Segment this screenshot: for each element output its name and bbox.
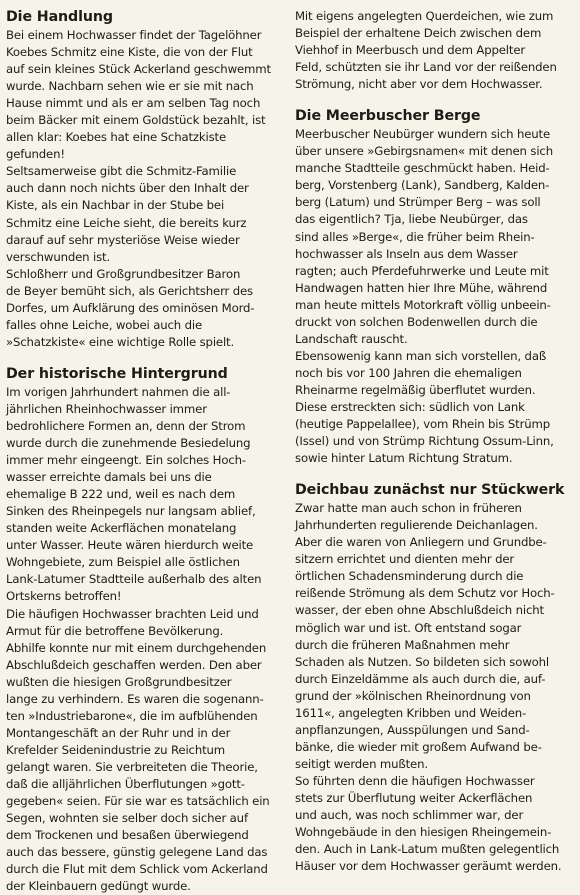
text-line: Mit eigens angelegten Querdeichen, wie zum xyxy=(295,9,554,23)
text-line: Abhilfe konnte nur mit einem durchgehenden xyxy=(6,640,267,655)
text-line: bedrohlichere Formen an, denn der Strom xyxy=(6,418,246,433)
text-line: »Schatzkiste« eine wichtige Rolle spielt. xyxy=(6,334,235,349)
section-continued xyxy=(295,8,570,93)
paragraph xyxy=(6,27,281,163)
text-line: ragten; auch Pferdefuhrwerke und Leute mit xyxy=(295,263,549,278)
paragraph xyxy=(6,266,281,351)
text-line: Aber die waren von Anliegern und Grundbe- xyxy=(295,535,547,550)
paragraph xyxy=(6,606,281,640)
text-line: Dorfes, um Aufklärung des ominösen Mord- xyxy=(6,300,255,315)
text-line: (heutige Pappelallee), vom Rhein bis Strümp xyxy=(295,417,551,432)
text-line: Rheinarme regelmäßig überflutet wurden. xyxy=(295,382,536,397)
text-line: anpflanzungen, Ausspülungen und Sand- xyxy=(295,722,530,737)
text-line: lange zu verhindern. Es waren die sogenann- xyxy=(6,691,264,706)
text-line: dem Trockenen und besaßen überwiegend xyxy=(6,828,249,843)
text-line: wurde durch die zunehmende Besiedelung xyxy=(6,436,251,451)
section-heading: Der historische Hintergrund xyxy=(6,365,228,382)
text-line: Montangeschäft an der Ruhr und in der xyxy=(6,725,231,740)
text-line: allen klar: Koebes hat eine Schatzkiste xyxy=(6,130,227,145)
text-line: sowie hinter Latum Richtung Stratum. xyxy=(295,451,513,466)
text-line: Zwar hatte man auch schon in früheren xyxy=(295,501,522,516)
text-line: daß die alljährlichen Überflutungen »gott- xyxy=(6,776,245,791)
text-line: gelangt waren. Sie verbreiteten die Theorie, xyxy=(6,759,258,774)
text-line: unter Wasser. Heute wären hierdurch weite xyxy=(6,538,254,553)
text-line: standen weite Ackerflächen monatelang xyxy=(6,521,237,536)
text-line: Wohngebiete, zum Beispiel alle östlichen xyxy=(6,555,240,570)
text-line: falles ohne Leiche, wobei auch die xyxy=(6,317,202,332)
text-line: Hause nimmt und als er am selben Tag noch xyxy=(6,96,261,111)
text-line: durch die früheren Maßnahmen mehr xyxy=(295,637,510,652)
paragraph xyxy=(295,348,570,467)
text-line: auf sein kleines Stück Ackerland geschwemmt xyxy=(6,62,271,77)
text-line: darauf auf sehr mysteriöse Weise wieder xyxy=(6,232,240,247)
text-line: ten »Industriebarone«, die im aufblühenden xyxy=(6,708,258,723)
text-line: gefunden! xyxy=(6,147,65,162)
text-line: wurde. Nachbarn sehen wie er sie mit nach xyxy=(6,79,254,94)
text-line: seitigt werden mußten. xyxy=(295,756,428,771)
paragraph xyxy=(6,640,281,895)
text-line: Seltsamerweise gibt die Schmitz-Familie xyxy=(6,164,237,179)
text-line: berg, Vorstenberg (Lank), Sandberg, Kalden- xyxy=(295,178,550,193)
text-line: Feld, schützten sie ihr Land vor der reißenden xyxy=(295,60,557,75)
text-line: Schmitz eine Leiche sieht, die bereits kurz xyxy=(6,215,247,230)
text-line: Viehhof in Meerbusch und dem Appelter xyxy=(295,43,526,58)
paragraph xyxy=(6,384,281,606)
text-line: Ebensowenig kann man sich vorstellen, daß xyxy=(295,348,547,363)
section-der-historische-hintergrund xyxy=(6,365,281,895)
text-line: und auch, was noch schlimmer war, der xyxy=(295,808,524,823)
text-line: Jahrhunderten regulierende Deichanlagen. xyxy=(295,518,538,533)
text-line: Strömung, nicht aber vor dem Hochwasser. xyxy=(295,77,543,92)
text-line: verschwunden ist. xyxy=(6,249,111,264)
section-die-handlung xyxy=(6,8,281,351)
text-line: wußten die hiesigen Großgrundbesitzer xyxy=(6,674,232,689)
paragraph xyxy=(295,773,570,875)
section-heading: Deichbau zunächst nur Stückwerk xyxy=(295,482,565,499)
text-line: gegeben« seien. Für sie war es tatsächlich ein xyxy=(6,794,270,809)
text-line: Die häufigen Hochwasser brachten Leid und xyxy=(6,606,259,621)
paragraph xyxy=(6,163,281,265)
text-line: Kiste, als ein Nachbar in der Stube bei xyxy=(6,198,225,213)
right-column xyxy=(295,8,570,874)
text-line: berg (Latum) und Strümper Berg – was soll xyxy=(295,195,541,210)
text-line: man heute mittels Motorkraft völlig unbeein- xyxy=(295,297,551,312)
text-line: immer mehr eingeengt. Ein solches Hoch- xyxy=(6,453,246,468)
text-line: Schaden als Nutzen. So bildeten sich sowohl xyxy=(295,654,549,669)
text-line: Ortskerns betroffen! xyxy=(6,589,122,604)
text-line: Abschlußdeich geschaffen werden. Den aber xyxy=(6,657,262,672)
text-line: ehemalige B 222 und, weil es nach dem xyxy=(6,487,236,502)
text-line: beim Bäcker mit einem Goldstück bezahlt, ist xyxy=(6,113,266,128)
text-line: durch Einzeldämme als auch durch die, auf- xyxy=(295,671,546,686)
left-column xyxy=(6,8,281,894)
text-line: (Issel) und von Strümp Richtung Ossum-Linn, xyxy=(295,434,554,449)
text-line: möglich war und ist. Oft entstand sogar xyxy=(295,620,522,635)
text-line: Sinken des Rheinpegels nur langsam ablief, xyxy=(6,504,256,519)
text-line: der Kleinbauern gedüngt wurde. xyxy=(6,879,191,894)
text-line: de Beyer bemüht sich, als Gerichtsherr des xyxy=(6,283,254,298)
text-line: Im vorigen Jahrhundert nahmen die all- xyxy=(6,384,231,399)
paragraph xyxy=(295,126,570,348)
text-line: So führten denn die häufigen Hochwasser xyxy=(295,773,535,788)
paragraph xyxy=(295,8,570,93)
text-line: Wohngebäude in den hiesigen Rheingemein- xyxy=(295,825,552,840)
section-die-meerbuscher-berge xyxy=(295,107,570,467)
text-line: Lank-Latumer Stadtteile außerhalb des alten xyxy=(6,572,262,587)
text-line: Bei einem Hochwasser findet der Tagelöhner xyxy=(6,28,262,42)
text-line: druckt von solchen Bodenwellen durch die xyxy=(295,314,538,329)
text-line: Beispiel der erhaltene Deich zwischen dem xyxy=(295,26,542,41)
text-line: Schloßherr und Großgrundbesitzer Baron xyxy=(6,266,241,281)
text-line: auch dann noch nichts über den Inhalt der xyxy=(6,181,249,196)
text-line: Diese erstreckten sich: südlich von Lank xyxy=(295,399,525,414)
text-line: Meerbuscher Neubürger wundern sich heute xyxy=(295,127,550,142)
text-line: über unsere »Gebirgsnamen« mit denen sich xyxy=(295,144,553,159)
text-line: Handwagen hatten hier Ihre Mühe, während xyxy=(295,280,548,295)
text-line: grund der »kölnischen Rheinordnung von xyxy=(295,688,531,703)
text-line: 1611«, angelegten Kribben und Weiden- xyxy=(295,705,527,720)
text-line: manche Stadtteile geschmückt haben. Heid- xyxy=(295,161,550,176)
text-line: Häuser vor dem Hochwasser geräumt werden. xyxy=(295,859,562,874)
text-line: auch das bessere, günstig gelegene Land das xyxy=(6,845,268,860)
text-line: örtlichen Schadensminderung durch die xyxy=(295,569,524,584)
text-line: stets zur Überflutung weiter Ackerflächen xyxy=(295,790,533,805)
text-line: bänke, die wieder mit großem Aufwand be- xyxy=(295,739,542,754)
text-line: Krefelder Seidenindustrie zu Reichtum xyxy=(6,742,226,757)
section-heading: Die Meerbuscher Berge xyxy=(295,108,481,125)
text-line: sind alles »Berge«, die früher beim Rhein- xyxy=(295,229,535,244)
text-line: wasser erreichte damals bei uns die xyxy=(6,470,212,485)
text-line: wasser, der eben ohne Abschlußdeich nicht xyxy=(295,603,544,618)
text-line: hochwasser als Inseln aus dem Wasser xyxy=(295,246,518,261)
text-line: das eigentlich? Tja, liebe Neubürger, das xyxy=(295,212,528,227)
text-line: jährlichen Rheinhochwasser immer xyxy=(6,401,207,416)
text-line: Koebes Schmitz eine Kiste, die von der Flut xyxy=(6,45,253,60)
text-line: noch bis vor 100 Jahren die ehemaligen xyxy=(295,365,522,380)
section-deichbau-zunaechst-nur-stueckwerk xyxy=(295,481,570,875)
text-line: sitzern errichtet und dienten mehr der xyxy=(295,552,515,567)
paragraph xyxy=(295,500,570,773)
text-line: den. Auch in Lank-Latum mußten gelegentlich xyxy=(295,842,560,857)
text-line: reißende Strömung als dem Schutz vor Hoch- xyxy=(295,586,555,601)
text-line: Segen, wohnten sie selber doch sicher auf xyxy=(6,811,248,826)
text-line: Landschaft rauscht. xyxy=(295,331,408,346)
text-line: Armut für die betroffene Bevölkerung. xyxy=(6,623,224,638)
section-heading: Die Handlung xyxy=(6,9,113,25)
text-line: durch die Flut mit dem Schlick vom Ackerland xyxy=(6,862,268,877)
